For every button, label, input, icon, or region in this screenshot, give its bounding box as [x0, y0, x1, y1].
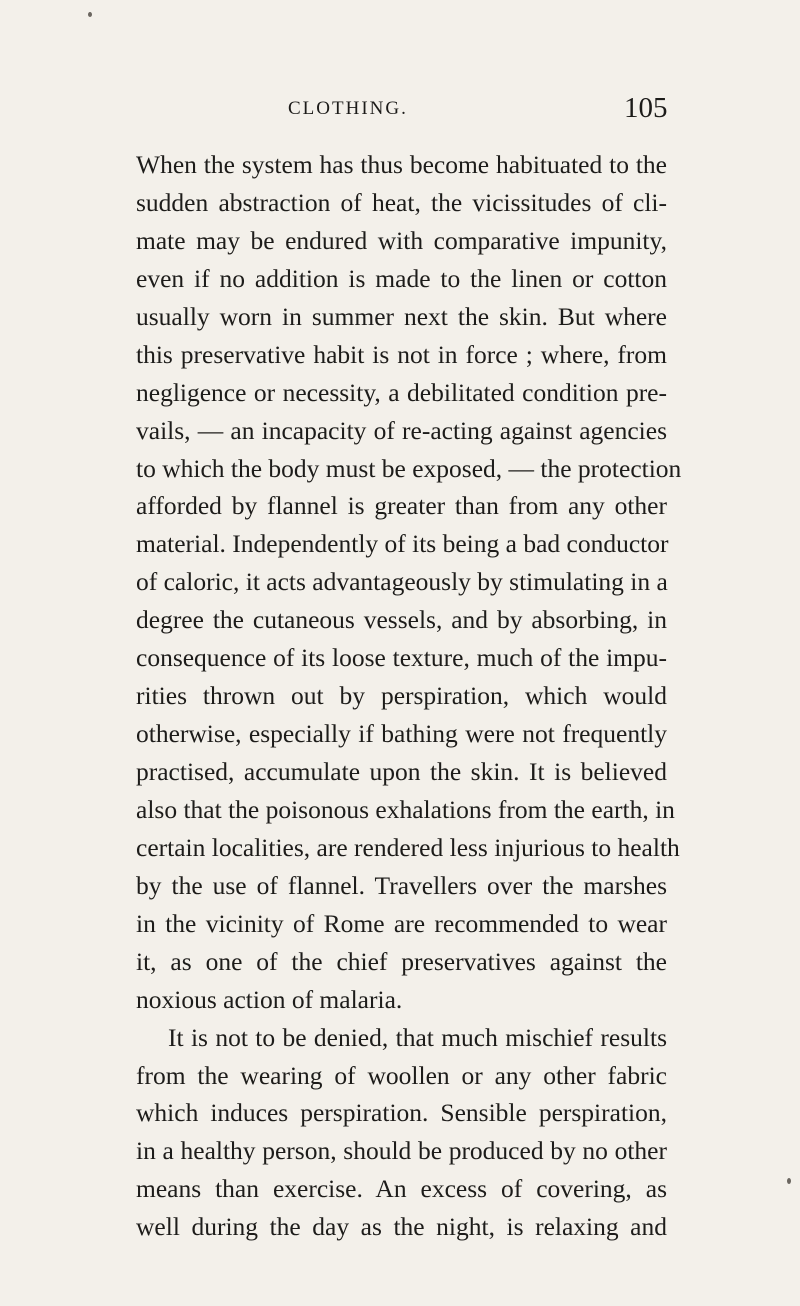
page-number: 105: [624, 92, 668, 124]
text-line: degree the cutaneous vessels, and by absorbing, in: [136, 605, 667, 635]
text-line: of caloric, it acts advantageously by stimulating in a: [136, 567, 668, 597]
print-speck-right: [787, 1178, 791, 1184]
text-line: it, as one of the chief preservatives against the: [136, 946, 667, 976]
text-line: certain localities, are rendered less injurious to health: [136, 832, 680, 862]
print-speck-top: [88, 12, 92, 17]
running-title: CLOTHING.: [288, 98, 408, 119]
text-line: in the vicinity of Rome are recommended to wear: [136, 908, 667, 938]
text-line: from the wearing of woollen or any other fabric: [136, 1060, 667, 1090]
text-line: even if no addition is made to the linen or cotton: [136, 263, 667, 293]
text-line: in a healthy person, should be produced by no other: [136, 1136, 667, 1166]
text-line: means than exercise. An excess of covering, as: [136, 1174, 667, 1204]
text-line: usually worn in summer next the skin. But where: [136, 301, 667, 331]
text-line: which induces perspiration. Sensible perspiration,: [136, 1098, 667, 1128]
paragraph-1: [136, 146, 682, 1019]
text-line: sudden abstraction of heat, the vicissitudes of cli-: [136, 187, 667, 217]
text-line: negligence or necessity, a debilitated condition pre-: [136, 377, 667, 407]
text-line: otherwise, especially if bathing were not frequently: [136, 719, 667, 749]
text-line: consequence of its loose texture, much of the impu-: [136, 643, 667, 673]
text-line: noxious action of malaria.: [136, 984, 403, 1014]
paragraph-2: [136, 1019, 667, 1247]
text-line: vails, — an incapacity of re-acting against agencies: [136, 415, 667, 445]
text-line: to which the body must be exposed, — the protection: [136, 453, 682, 483]
text-line: It is not to be denied, that much mischief results: [168, 1022, 667, 1052]
running-head: [0, 92, 800, 132]
text-line: this preservative habit is not in force ; where, from: [136, 339, 667, 369]
text-line: afforded by flannel is greater than from any other: [136, 491, 667, 521]
text-line: material. Independently of its being a bad conductor: [136, 529, 669, 559]
text-line: When the system has thus become habituated to the: [136, 150, 667, 179]
text-line: also that the poisonous exhalations from the earth, in: [136, 794, 675, 824]
body-text: [136, 146, 682, 1246]
text-line: rities thrown out by perspiration, which would: [136, 681, 667, 711]
text-line: by the use of flannel. Travellers over the marshes: [136, 870, 667, 900]
text-line: mate may be endured with comparative impunity,: [136, 225, 667, 255]
text-line: practised, accumulate upon the skin. It is believed: [136, 757, 667, 786]
text-line: well during the day as the night, is relaxing and: [136, 1212, 667, 1242]
